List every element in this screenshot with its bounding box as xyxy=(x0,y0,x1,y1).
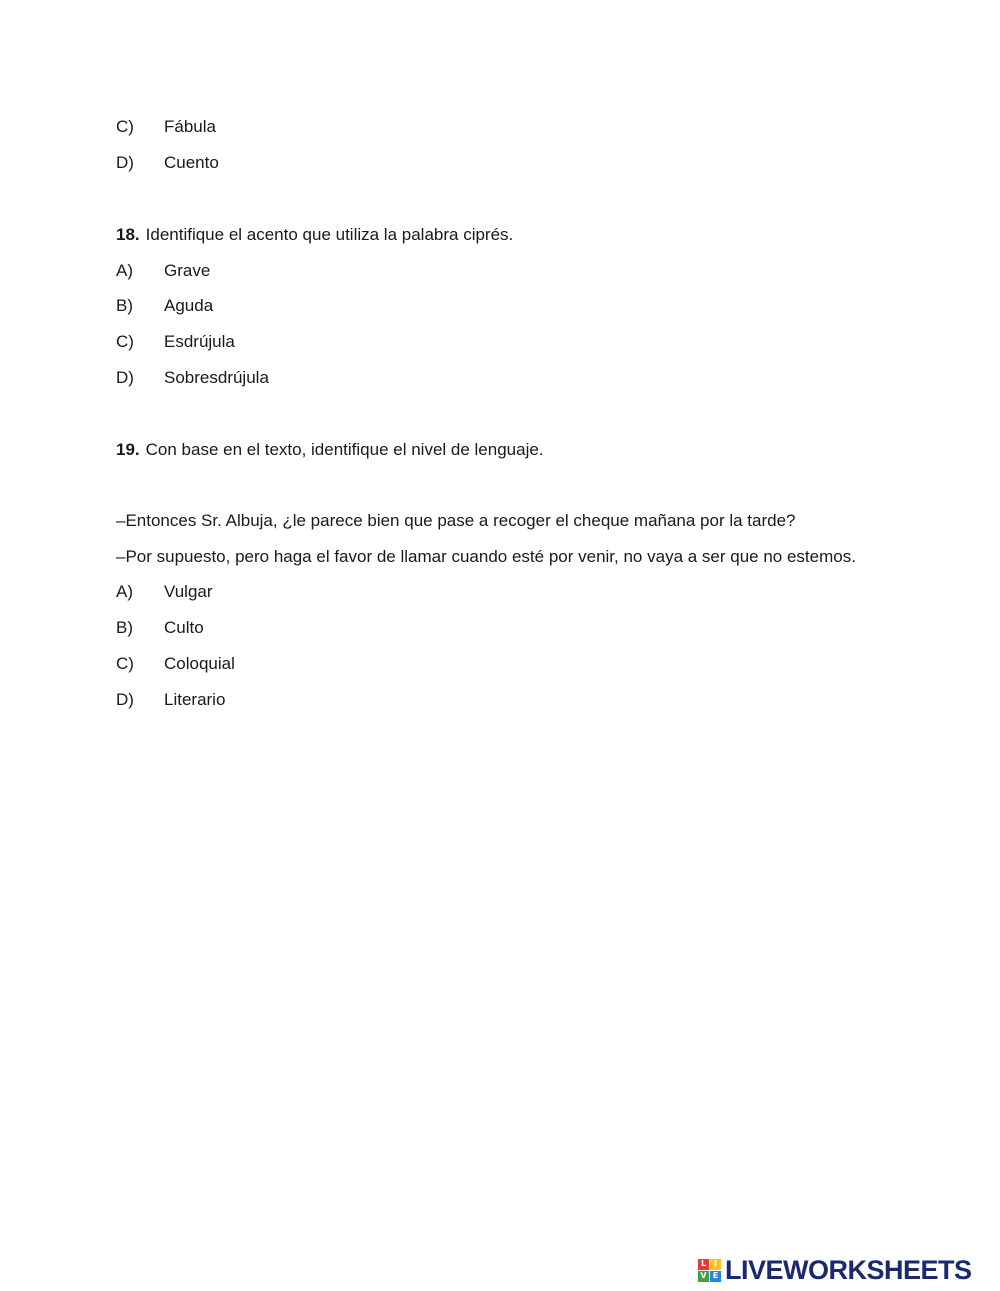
question-18-prompt xyxy=(116,225,513,245)
q19-option-c[interactable] xyxy=(0,654,1000,674)
option-row[interactable] xyxy=(0,153,1000,173)
live-badge-icon xyxy=(698,1259,721,1282)
q18-option-d[interactable] xyxy=(0,368,1000,388)
option-letter: A) xyxy=(116,261,133,280)
question-number: 18. xyxy=(116,225,140,244)
option-letter: C) xyxy=(116,654,134,673)
q19-option-b[interactable] xyxy=(0,618,1000,638)
liveworksheets-logo xyxy=(698,1254,972,1285)
q18-option-a[interactable] xyxy=(0,261,1000,281)
question-19-prompt xyxy=(116,440,544,460)
option-text: Esdrújula xyxy=(164,332,235,351)
option-letter: A) xyxy=(116,582,133,601)
q19-option-a[interactable] xyxy=(0,582,1000,602)
q18-option-b[interactable] xyxy=(0,296,1000,316)
logo-wordmark: LIVEWORKSHEETS xyxy=(725,1254,972,1285)
option-text: Aguda xyxy=(164,296,214,315)
option-text: Vulgar xyxy=(164,582,213,601)
q19-option-d[interactable] xyxy=(0,690,1000,710)
option-letter: D) xyxy=(116,368,134,387)
option-letter: C) xyxy=(116,332,134,351)
option-text: Cuento xyxy=(164,153,219,172)
badge-letter: V xyxy=(698,1271,709,1282)
option-row[interactable] xyxy=(0,117,1000,137)
dialog-line-1: –Entonces Sr. Albuja, ¿le parece bien que pase a recoger el cheque mañana por la tarde? xyxy=(116,511,796,530)
question-number: 19. xyxy=(116,440,140,459)
option-letter: C) xyxy=(116,117,134,136)
q18-option-c[interactable] xyxy=(0,332,1000,352)
question-text: Con base en el texto, identifique el nivel de lenguaje. xyxy=(145,440,544,459)
option-letter: D) xyxy=(116,153,134,172)
option-text: Grave xyxy=(164,261,211,280)
badge-letter: E xyxy=(710,1271,721,1282)
option-text: Sobresdrújula xyxy=(164,368,269,387)
option-text: Literario xyxy=(164,690,226,709)
badge-letter: L xyxy=(698,1259,709,1270)
option-text: Culto xyxy=(164,618,204,637)
question-text: Identifique el acento que utiliza la palabra ciprés. xyxy=(145,225,514,244)
option-letter: B) xyxy=(116,618,133,637)
option-letter: D) xyxy=(116,690,134,709)
badge-letter: I xyxy=(710,1259,721,1270)
option-text: Coloquial xyxy=(164,654,235,673)
option-letter: B) xyxy=(116,296,133,315)
dialog-line-2: –Por supuesto, pero haga el favor de llamar cuando esté por venir, no vaya a ser que no estemos. xyxy=(116,547,856,566)
option-text: Fábula xyxy=(164,117,216,136)
